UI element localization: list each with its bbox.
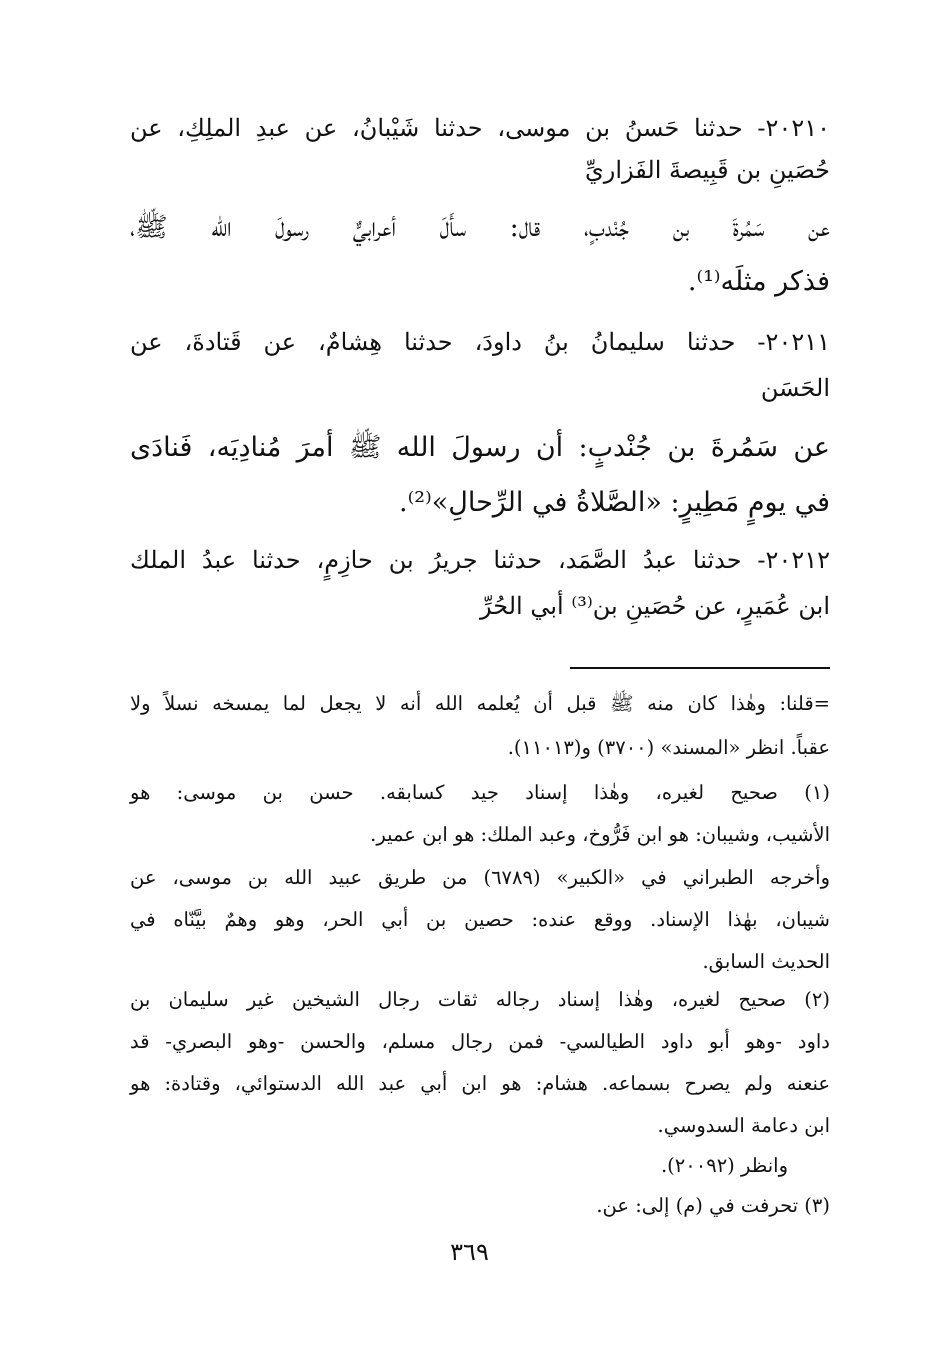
page-number: ٣٦٩ [450, 1238, 489, 1266]
footnote-continuation-line-2: عقباً. انظر «المسند» (٣٧٠٠) و(١١٠١٣). [507, 736, 830, 759]
hadith-20211-matn-line-1: عن سَمُرةَ بن جُنْدبٍ: أن رسولَ الله ﷺ أمرَ مُنادِيَه، فَنادَى [130, 432, 830, 463]
footnote-2-line-5: وانظر (٢٠٠٩٢). [660, 1154, 788, 1177]
footnote-2-line-4: ابن دعامة السدوسي. [657, 1114, 830, 1137]
footnote-1-line-2: الأشيب، وشيبان: هو ابن فَرُّوخ، وعبد الملك: هو ابن عمير. [370, 823, 830, 846]
book-page [130, 0, 830, 1353]
footnote-1-line-3: وأخرجه الطبراني في «الكبير» (٦٧٨٩) من طريق عبيد الله بن موسى، عن [130, 866, 830, 889]
hadith-20210-matn-line-1: عن سَمُرةَ بن جُنْدبٍ، قال: سأَلَ أعرابيٌّ رسولَ الله ﷺ، [130, 212, 830, 243]
hadith-20211-isnad-line-1: ٢٠٢١١- حدثنا سليمانُ بنُ داودَ، حدثنا هِشامٌ، عن قَتادةَ، عن [130, 328, 830, 356]
hadith-20212-isnad-line-1: ٢٠٢١٢- حدثنا عبدُ الصَّمَد، حدثنا جريرُ بن حازِمٍ، حدثنا عبدُ الملك [130, 546, 830, 574]
footnote-separator [570, 667, 830, 669]
hadith-20210-isnad-line-1: ٢٠٢١٠- حدثنا حَسنُ بن موسى، حدثنا شَيْبانُ، عن عبدِ الملِكِ، عن [130, 114, 830, 142]
hadith-20210-matn-line-2: فذكر مثلَه⁽¹⁾. [687, 266, 830, 297]
footnote-continuation-line-1: =قلنا: وهٰذا كان منه ﷺ قبل أن يُعلمه الله أنه لا يجعل لما يمسخه نسلاً ولا [130, 692, 830, 715]
hadith-20211-isnad-line-2: الحَسَن [760, 374, 830, 402]
hadith-20212-isnad-line-2: ابن عُمَيرٍ، عن حُصَينِ بن⁽³⁾ أبي الحُرِّ [480, 592, 830, 620]
hadith-20210-isnad-line-2: حُصَينِ بن قَبِيصةَ الفَزاريِّ [584, 156, 830, 184]
hadith-20211-matn-line-2: في يومٍ مَطِيرٍ: «الصَّلاةُ في الرِّحالِ»⁽²⁾. [399, 487, 830, 518]
footnote-2-line-1: (٢) صحيح لغيره، وهٰذا إسناد رجاله ثقات رجال الشيخين غير سليمان بن [130, 988, 830, 1011]
footnote-3-line-1: (٣) تحرفت في (م) إلى: عن. [596, 1194, 830, 1217]
footnote-1-line-5: الحديث السابق. [702, 950, 830, 973]
footnote-2-line-2: داود -وهو أبو داود الطيالسي- فمن رجال مسلم، والحسن -وهو البصري- قد [130, 1030, 830, 1053]
footnote-1-line-1: (١) صحيح لغيره، وهٰذا إسناد جيد كسابقه. حسن بن موسى: هو [130, 781, 830, 804]
footnote-2-line-3: عنعنه ولم يصرح بسماعه. هشام: هو ابن أبي عبد الله الدستوائي، وقتادة: هو [130, 1072, 830, 1095]
footnote-1-line-4: شيبان، بهٰذا الإسناد. ووقع عنده: حصين بن أبي الحر، وهو وهمٌ بيَّنّاه في [130, 908, 830, 931]
